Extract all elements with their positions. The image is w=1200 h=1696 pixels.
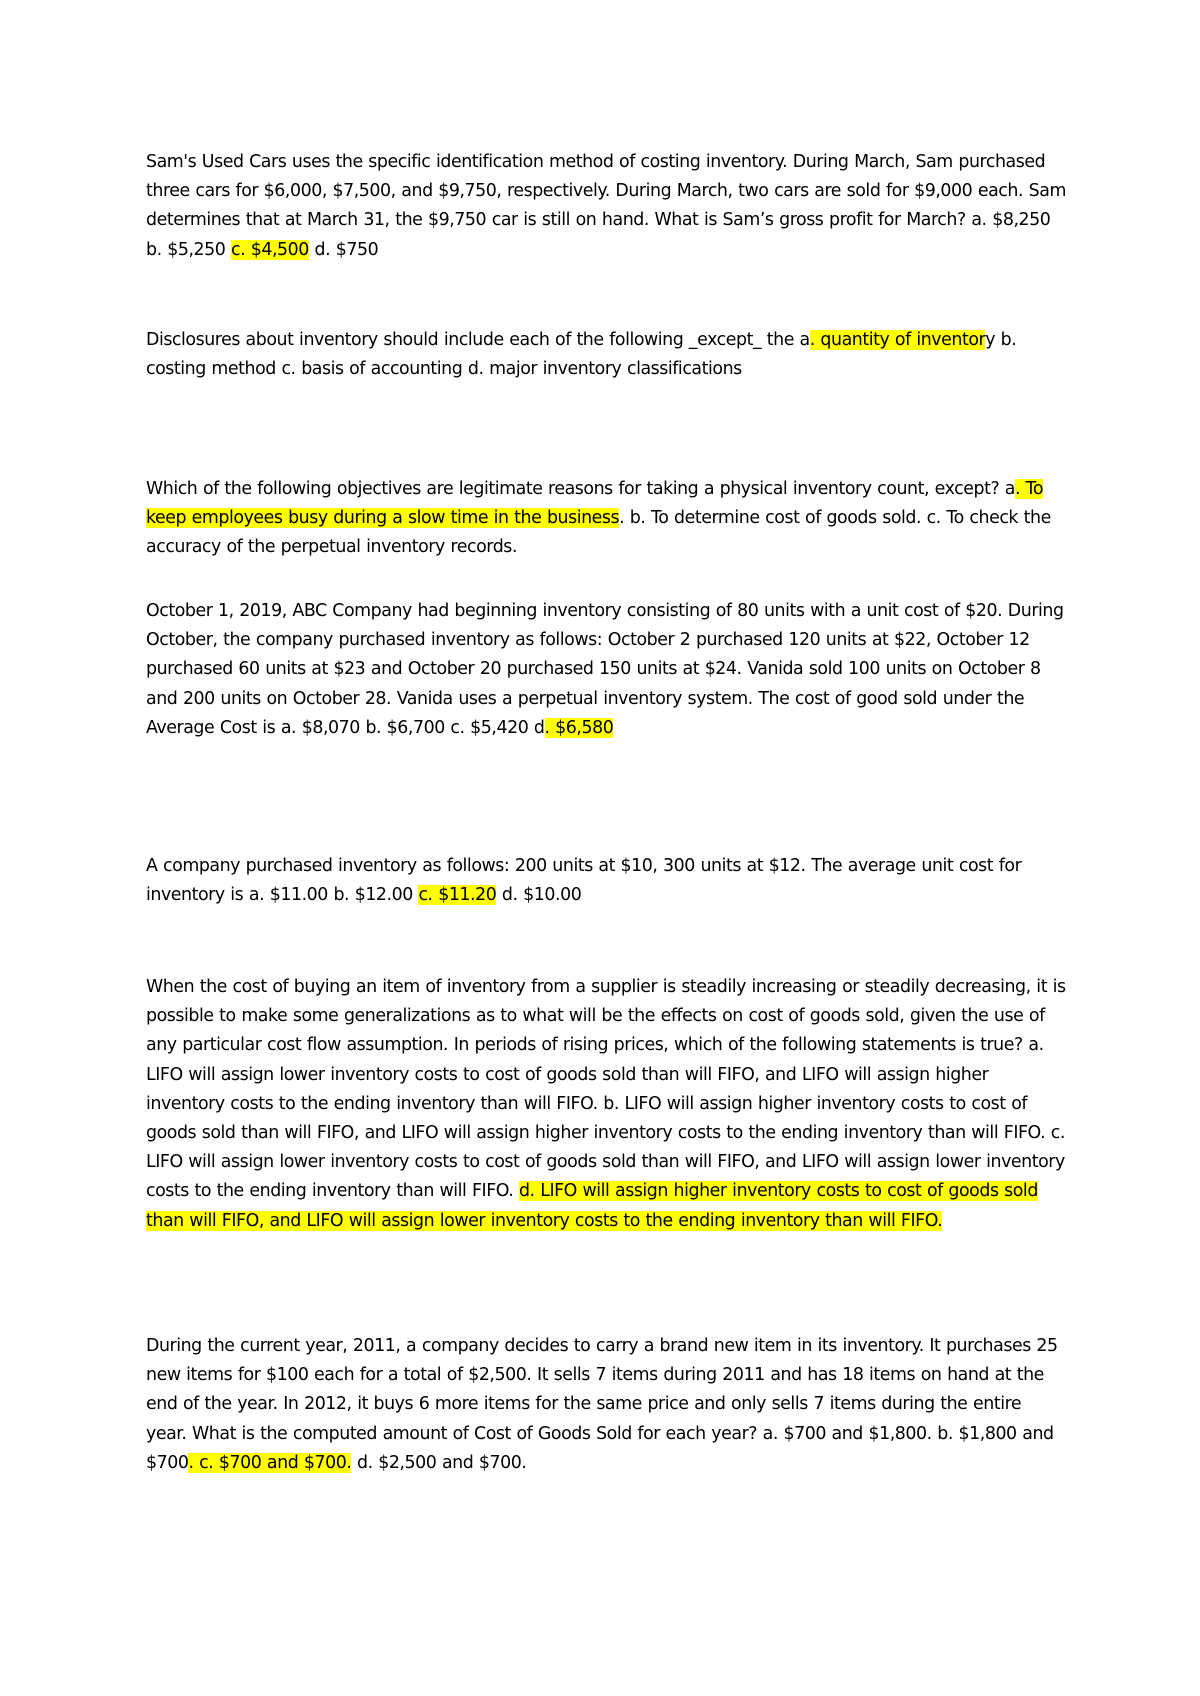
highlighted-answer: c. $4,500 bbox=[230, 239, 309, 260]
question-text: During the current year, 2011, a company decides to carry a brand new item in its inventory. It purchases 25 new items for $100 each for a total of $2,500. It sells 7 items during 2011 and has 18 items on hand at the end of the year. In 2012, it buys 6 more items for the same price and only sells 7 items during the entire year. What is the computed amount of Cost of Goods Sold for each year? a. $700 and $1,800. b. $1,800 and $700 bbox=[146, 1336, 1058, 1473]
question-text-after: d. $2,500 and $700. bbox=[351, 1452, 527, 1473]
highlighted-answer: . quantity of inventor bbox=[809, 330, 986, 350]
question-3 bbox=[146, 475, 1066, 563]
question-text-after: d. $750 bbox=[308, 239, 379, 260]
question-1 bbox=[146, 148, 1066, 265]
highlighted-answer: . To keep employees busy during a slow time in the business bbox=[146, 479, 1044, 529]
question-text-after: y b. costing method c. basis of accounting d. major inventory classifications bbox=[146, 330, 1017, 380]
question-text: Which of the following objectives are legitimate reasons for taking a physical inventory count, except? a bbox=[146, 479, 1016, 499]
highlighted-answer: d. LIFO will assign higher inventory costs to cost of goods sold than will FIFO, and LIFO will assign lower inventory costs to the ending inventory than will FIFO. bbox=[146, 1181, 1038, 1231]
highlighted-answer: . c. $700 and $700. bbox=[188, 1452, 352, 1473]
question-5 bbox=[146, 852, 1066, 910]
question-text-after: d. $10.00 bbox=[496, 885, 582, 906]
question-2 bbox=[146, 326, 1066, 384]
question-4 bbox=[146, 597, 1066, 743]
highlighted-answer: . $6,580 bbox=[544, 717, 614, 738]
question-text: Sam's Used Cars uses the specific identification method of costing inventory. During March, Sam purchased three cars for $6,000, $7,500, and $9,750, respectively. During March, two cars are sold for $9,000 each. Sam determines that at March 31, the $9,750 car is still on hand. What is Sam’s gross profit for March? a. $8,250 b. $5,250 bbox=[146, 152, 1066, 260]
question-text-after: . b. To determine cost of goods sold. c. To check the accuracy of the perpetual inventory records. bbox=[146, 508, 1051, 558]
question-7 bbox=[146, 1332, 1066, 1478]
question-text: Disclosures about inventory should include each of the following _except_ the a bbox=[146, 330, 810, 350]
question-text: A company purchased inventory as follows: 200 units at $10, 300 units at $12. The average unit cost for inventory is a. $11.00 b. $12.00 bbox=[146, 856, 1022, 906]
question-text: When the cost of buying an item of inventory from a supplier is steadily increasing or steadily decreasing, it is possible to make some generalizations as to what will be the effects on cost of goods sold, given the use of any particular cost flow assumption. In periods of rising prices, which of the following statements is true? a. LIFO will assign lower inventory costs to cost of goods sold than will FIFO, and LIFO will assign higher inventory costs to the ending inventory than will FIFO. b. LIFO will assign higher inventory costs to cost of goods sold than will FIFO, and LIFO will assign higher inventory costs to the ending inventory than will FIFO. c. LIFO will assign lower inventory costs to cost of goods sold than will FIFO, and LIFO will assign lower inventory costs to the ending inventory than will FIFO. bbox=[146, 977, 1066, 1202]
highlighted-answer: c. $11.20 bbox=[418, 885, 497, 906]
question-6 bbox=[146, 973, 1066, 1236]
question-text: October 1, 2019, ABC Company had beginning inventory consisting of 80 units with a unit cost of $20. During October, the company purchased inventory as follows: October 2 purchased 120 units at $22, October 12 purchased 60 units at $23 and October 20 purchased 150 units at $24. Vanida sold 100 units on October 8 and 200 units on October 28. Vanida uses a perpetual inventory system. The cost of good sold under the Average Cost is a. $8,070 b. $6,700 c. $5,420 d bbox=[146, 601, 1064, 738]
